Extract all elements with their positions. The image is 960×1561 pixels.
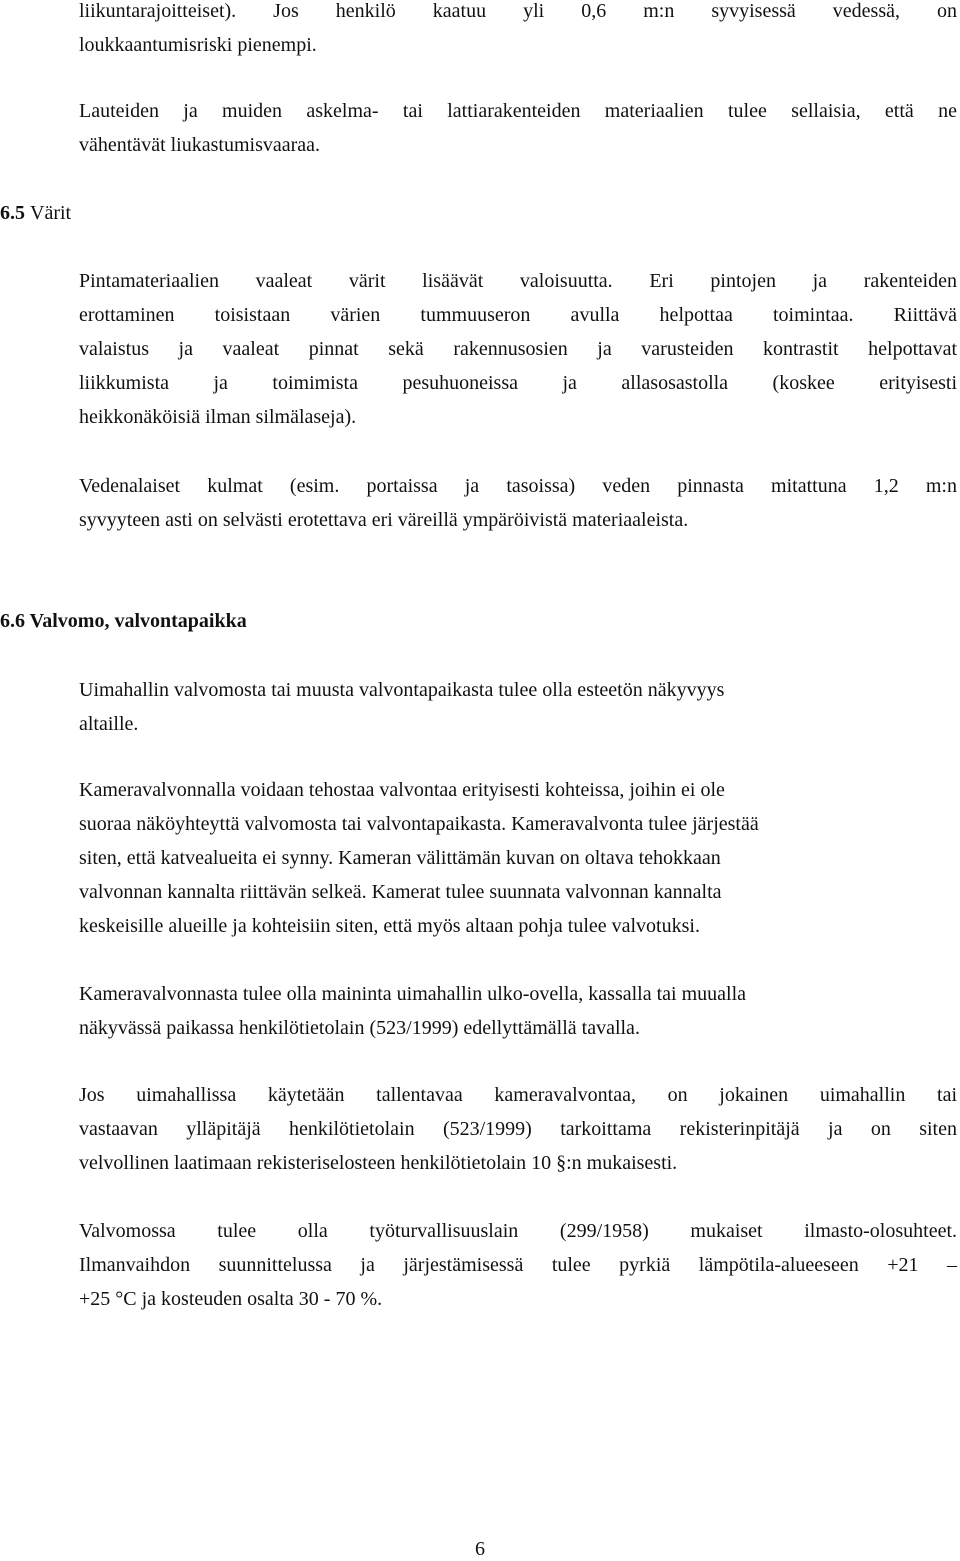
- section-6-6-paragraph-4: [79, 1078, 957, 1180]
- section-6-5-paragraph-2: [79, 469, 957, 537]
- text-line: valvonnan kannalta riittävän selkeä. Kamerat tulee suunnata valvonnan kannalta: [79, 881, 722, 903]
- text-line: vähentävät liukastumisvaaraa.: [79, 134, 321, 156]
- text-line: Vedenalaiset kulmat (esim. portaissa ja tasoissa) veden pinnasta mitattuna 1,2 m:n: [79, 475, 957, 497]
- section-6-6-paragraph-5: [79, 1214, 957, 1316]
- section-number: 6.5: [0, 202, 25, 224]
- text-line: keskeisille alueille ja kohteisiin siten, että myös altaan pohja tulee valvotuksi.: [79, 915, 700, 937]
- text-line: heikkonäköisiä ilman silmälaseja).: [79, 406, 357, 428]
- section-6-6-paragraph-1: [79, 673, 957, 741]
- lauteet-paragraph: [79, 94, 957, 162]
- section-heading-6-5: [0, 196, 71, 230]
- text-line: Ilmanvaihdon suunnittelussa ja järjestämisessä tulee pyrkiä lämpötila-alueeseen +21 –: [79, 1254, 957, 1276]
- text-line: liikuntarajoitteiset). Jos henkilö kaatuu yli 0,6 m:n syvyisessä vedessä, on: [79, 0, 957, 22]
- text-line: Valvomossa tulee olla työturvallisuuslain (299/1958) mukaiset ilmasto-olosuhteet.: [79, 1220, 957, 1242]
- section-heading-6-6: [0, 604, 247, 638]
- text-line: näkyvässä paikassa henkilötietolain (523/1999) edellyttämällä tavalla.: [79, 1017, 640, 1039]
- text-line: Lauteiden ja muiden askelma- tai lattiarakenteiden materiaalien tulee sellaisia, että ne: [79, 100, 957, 122]
- text-line: siten, että katvealueita ei synny. Kameran välittämän kuvan on oltava tehokkaan: [79, 847, 721, 869]
- text-line: vastaavan ylläpitäjä henkilötietolain (523/1999) tarkoittama rekisterinpitäjä ja on siten: [79, 1118, 957, 1140]
- section-title: Valvomo, valvontapaikka: [29, 610, 247, 632]
- text-line: velvollinen laatimaan rekisteriselosteen henkilötietolain 10 §:n mukaisesti.: [79, 1152, 678, 1174]
- text-line: Pintamateriaalien vaaleat värit lisäävät valoisuutta. Eri pintojen ja rakenteiden: [79, 270, 957, 292]
- section-6-6-paragraph-3: [79, 977, 957, 1045]
- text-line: liikkumista ja toimimista pesuhuoneissa ja allasosastolla (koskee erityisesti: [79, 372, 957, 394]
- section-6-5-paragraph-1: [79, 264, 957, 434]
- section-number: 6.6: [0, 610, 25, 632]
- text-line: altaille.: [79, 713, 139, 735]
- top-paragraph: [79, 0, 957, 62]
- text-line: suoraa näköyhteyttä valvomosta tai valvontapaikasta. Kameravalvonta tulee järjestää: [79, 813, 759, 835]
- section-6-6-paragraph-2: [79, 773, 957, 943]
- text-line: +25 °C ja kosteuden osalta 30 - 70 %.: [79, 1288, 383, 1310]
- text-line: loukkaantumisriski pienempi.: [79, 34, 317, 56]
- page-number: 6: [475, 1538, 485, 1560]
- text-line: Kameravalvonnalla voidaan tehostaa valvontaa erityisesti kohteissa, joihin ei ole: [79, 779, 725, 801]
- text-line: syvyyteen asti on selvästi erotettava eri väreillä ympäröivistä materiaaleista.: [79, 509, 689, 531]
- text-line: valaistus ja vaaleat pinnat sekä rakennusosien ja varusteiden kontrastit helpottavat: [79, 338, 957, 360]
- text-line: Uimahallin valvomosta tai muusta valvontapaikasta tulee olla esteetön näkyvyys: [79, 679, 725, 701]
- text-line: erottaminen toisistaan värien tummuuseron avulla helpottaa toimintaa. Riittävä: [79, 304, 957, 326]
- text-line: Jos uimahallissa käytetään tallentavaa kameravalvontaa, on jokainen uimahallin tai: [79, 1084, 957, 1106]
- text-line: Kameravalvonnasta tulee olla maininta uimahallin ulko-ovella, kassalla tai muualla: [79, 983, 747, 1005]
- section-title: Värit: [30, 202, 72, 224]
